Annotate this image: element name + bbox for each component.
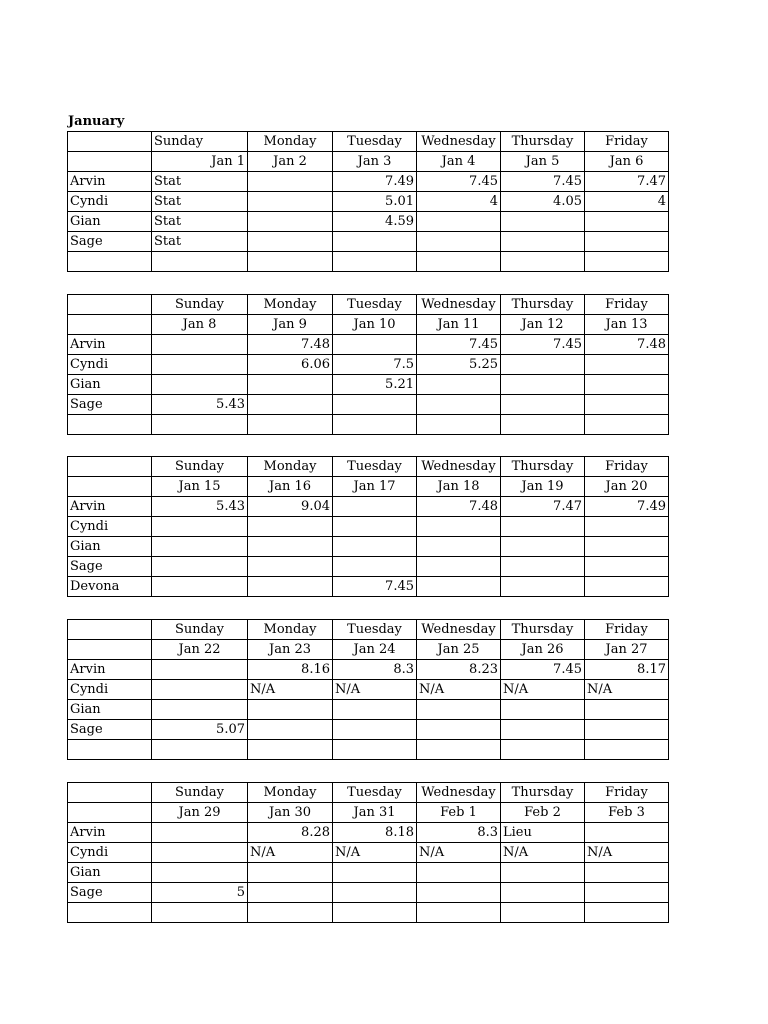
hours-cell [152,843,248,863]
date-header-row [68,803,669,823]
hours-cell: 5.07 [152,720,248,740]
week-table [67,456,669,597]
hours-cell: Stat [152,192,248,212]
employee-name: Arvin [68,823,152,843]
employee-name: Cyndi [68,517,152,537]
employee-name: Arvin [68,172,152,192]
hours-cell [417,252,501,272]
hours-cell [417,577,501,597]
hours-cell: N/A [501,843,585,863]
hours-cell [152,863,248,883]
hours-cell [501,557,585,577]
employee-name: Sage [68,883,152,903]
hours-cell [585,863,669,883]
hours-cell: 7.45 [501,660,585,680]
hours-cell: Stat [152,172,248,192]
date-header: Jan 29 [152,803,248,823]
employee-row [68,843,669,863]
week-table [67,782,669,923]
hours-cell: 8.3 [333,660,417,680]
day-header: Wednesday [417,295,501,315]
date-header: Feb 2 [501,803,585,823]
page-title: January [68,114,125,129]
hours-cell: 5.25 [417,355,501,375]
employee-name: Gian [68,375,152,395]
hours-cell [501,577,585,597]
hours-cell [501,863,585,883]
day-header: Tuesday [333,620,417,640]
employee-row [68,863,669,883]
hours-cell [248,577,333,597]
day-header: Sunday [152,620,248,640]
hours-cell [248,557,333,577]
employee-row [68,660,669,680]
employee-name [68,903,152,923]
employee-name: Gian [68,212,152,232]
date-header: Jan 2 [248,152,333,172]
hours-cell: Stat [152,232,248,252]
hours-cell [152,415,248,435]
hours-cell: 4.05 [501,192,585,212]
hours-cell [417,537,501,557]
hours-cell: 8.3 [417,823,501,843]
employee-name: Cyndi [68,355,152,375]
day-header: Thursday [501,783,585,803]
hours-cell [248,517,333,537]
date-header: Jan 25 [417,640,501,660]
hours-cell: 8.18 [333,823,417,843]
day-header: Sunday [152,783,248,803]
hours-cell [417,903,501,923]
corner-cell [68,457,152,477]
hours-cell [585,252,669,272]
date-header: Jan 6 [585,152,669,172]
hours-cell: 5 [152,883,248,903]
day-header: Sunday [152,295,248,315]
hours-cell [248,863,333,883]
hours-cell [333,903,417,923]
hours-cell [585,212,669,232]
employee-name: Cyndi [68,843,152,863]
date-header: Jan 10 [333,315,417,335]
hours-cell: 7.48 [585,335,669,355]
employee-row [68,232,669,252]
employee-name: Sage [68,557,152,577]
date-header: Jan 26 [501,640,585,660]
hours-cell: Lieu [501,823,585,843]
day-header: Tuesday [333,457,417,477]
hours-cell [152,823,248,843]
hours-cell [501,232,585,252]
employee-row [68,823,669,843]
hours-cell [585,903,669,923]
employee-name: Arvin [68,660,152,680]
employee-row [68,557,669,577]
hours-cell [585,823,669,843]
day-header-row [68,132,669,152]
day-header: Monday [248,783,333,803]
date-header: Jan 27 [585,640,669,660]
hours-cell [152,680,248,700]
hours-cell [501,720,585,740]
employee-name: Sage [68,232,152,252]
hours-cell: 7.49 [585,497,669,517]
hours-cell: 7.45 [501,335,585,355]
date-header: Jan 5 [501,152,585,172]
hours-cell [248,700,333,720]
hours-cell: 7.45 [417,335,501,355]
hours-cell [501,883,585,903]
employee-row [68,497,669,517]
hours-cell: 7.48 [248,335,333,355]
employee-row [68,192,669,212]
hours-cell [333,883,417,903]
hours-cell [585,720,669,740]
hours-cell [585,883,669,903]
day-header: Friday [585,132,669,152]
date-header: Jan 1 [152,152,248,172]
day-header-row [68,457,669,477]
day-header: Wednesday [417,457,501,477]
corner-cell [68,315,152,335]
employee-row [68,335,669,355]
corner-cell [68,783,152,803]
employee-row [68,375,669,395]
employee-row [68,883,669,903]
hours-cell [417,232,501,252]
day-header: Sunday [152,457,248,477]
hours-cell: 8.16 [248,660,333,680]
date-header: Jan 9 [248,315,333,335]
hours-cell: 5.43 [152,395,248,415]
day-header: Tuesday [333,783,417,803]
day-header: Thursday [501,295,585,315]
hours-cell: 7.5 [333,355,417,375]
day-header: Thursday [501,620,585,640]
date-header: Jan 20 [585,477,669,497]
hours-cell [501,252,585,272]
day-header: Monday [248,620,333,640]
hours-cell [152,557,248,577]
hours-cell: 7.45 [501,172,585,192]
date-header: Feb 1 [417,803,501,823]
employee-name: Arvin [68,335,152,355]
date-header: Jan 15 [152,477,248,497]
hours-cell [417,740,501,760]
hours-cell [417,883,501,903]
day-header: Thursday [501,132,585,152]
hours-cell [333,415,417,435]
hours-cell [585,517,669,537]
employee-name [68,415,152,435]
hours-cell [417,700,501,720]
hours-cell [248,903,333,923]
hours-cell: 7.48 [417,497,501,517]
hours-cell [248,375,333,395]
hours-cell [501,517,585,537]
hours-cell [333,497,417,517]
hours-cell [248,192,333,212]
week-table [67,619,669,760]
hours-cell [152,375,248,395]
hours-cell [585,700,669,720]
hours-cell [501,212,585,232]
hours-cell [248,172,333,192]
week-table [67,294,669,435]
hours-cell [585,415,669,435]
hours-cell [501,355,585,375]
employee-name: Gian [68,863,152,883]
hours-cell: 8.28 [248,823,333,843]
hours-cell: N/A [333,843,417,863]
hours-cell [501,375,585,395]
hours-cell: 5.43 [152,497,248,517]
date-header: Jan 17 [333,477,417,497]
day-header: Monday [248,132,333,152]
date-header: Feb 3 [585,803,669,823]
day-header: Friday [585,295,669,315]
corner-cell [68,803,152,823]
hours-cell [152,700,248,720]
hours-cell [417,720,501,740]
employee-name: Gian [68,537,152,557]
date-header: Jan 11 [417,315,501,335]
employee-row [68,903,669,923]
corner-cell [68,640,152,660]
hours-cell: N/A [333,680,417,700]
hours-cell: 7.45 [417,172,501,192]
corner-cell [68,295,152,315]
hours-cell [152,252,248,272]
employee-row [68,212,669,232]
hours-cell [333,557,417,577]
hours-cell [152,577,248,597]
hours-cell: N/A [248,843,333,863]
hours-cell [248,883,333,903]
hours-cell [585,375,669,395]
date-header: Jan 12 [501,315,585,335]
hours-cell [152,903,248,923]
hours-cell: 7.47 [585,172,669,192]
employee-row [68,252,669,272]
date-header: Jan 18 [417,477,501,497]
employee-row [68,700,669,720]
hours-cell [333,863,417,883]
corner-cell [68,477,152,497]
hours-cell: 7.45 [333,577,417,597]
hours-cell: 5.01 [333,192,417,212]
day-header: Thursday [501,457,585,477]
hours-cell: 4.59 [333,212,417,232]
hours-cell [417,415,501,435]
hours-cell: 5.21 [333,375,417,395]
date-header: Jan 8 [152,315,248,335]
employee-row [68,537,669,557]
hours-cell [333,335,417,355]
hours-cell [585,355,669,375]
hours-cell: 6.06 [248,355,333,375]
hours-cell [248,415,333,435]
date-header: Jan 22 [152,640,248,660]
employee-row [68,415,669,435]
hours-cell [417,212,501,232]
employee-name [68,252,152,272]
hours-cell [152,740,248,760]
hours-cell [152,660,248,680]
hours-cell [333,720,417,740]
hours-cell: N/A [248,680,333,700]
hours-cell [585,557,669,577]
hours-cell [585,537,669,557]
day-header-row [68,783,669,803]
hours-cell: 8.23 [417,660,501,680]
hours-cell [248,537,333,557]
hours-cell [585,232,669,252]
hours-cell: Stat [152,212,248,232]
employee-name: Gian [68,700,152,720]
employee-row [68,172,669,192]
employee-name [68,740,152,760]
day-header: Friday [585,457,669,477]
date-header: Jan 30 [248,803,333,823]
hours-cell [152,335,248,355]
hours-cell [333,232,417,252]
employee-name: Cyndi [68,680,152,700]
hours-cell [585,395,669,415]
date-header-row [68,640,669,660]
hours-cell [248,395,333,415]
day-header-row [68,620,669,640]
employee-row [68,517,669,537]
date-header: Jan 24 [333,640,417,660]
hours-cell [152,517,248,537]
employee-row [68,720,669,740]
hours-cell: 4 [585,192,669,212]
hours-cell [152,537,248,557]
employee-row [68,577,669,597]
employee-row [68,740,669,760]
hours-cell [501,415,585,435]
corner-cell [68,620,152,640]
hours-cell [501,700,585,720]
day-header: Monday [248,295,333,315]
hours-cell [501,903,585,923]
date-header: Jan 16 [248,477,333,497]
hours-cell [501,395,585,415]
hours-cell [248,232,333,252]
hours-cell: 9.04 [248,497,333,517]
hours-cell: 8.17 [585,660,669,680]
hours-cell: N/A [501,680,585,700]
day-header: Tuesday [333,132,417,152]
date-header: Jan 19 [501,477,585,497]
date-header: Jan 23 [248,640,333,660]
date-header: Jan 31 [333,803,417,823]
employee-row [68,355,669,375]
corner-cell [68,152,152,172]
employee-name: Arvin [68,497,152,517]
day-header: Tuesday [333,295,417,315]
hours-cell [417,517,501,537]
hours-cell [248,252,333,272]
employee-name: Cyndi [68,192,152,212]
day-header: Wednesday [417,783,501,803]
hours-cell [248,212,333,232]
week-table [67,131,669,272]
hours-cell [248,740,333,760]
employee-row [68,395,669,415]
hours-cell [501,537,585,557]
hours-cell [417,863,501,883]
hours-cell: 7.49 [333,172,417,192]
hours-cell [333,252,417,272]
date-header: Jan 3 [333,152,417,172]
employee-row [68,680,669,700]
hours-cell [248,720,333,740]
hours-cell: N/A [585,843,669,863]
employee-name: Devona [68,577,152,597]
employee-name: Sage [68,395,152,415]
hours-cell [585,740,669,760]
hours-cell [417,375,501,395]
hours-cell [152,355,248,375]
hours-cell [333,395,417,415]
day-header: Wednesday [417,620,501,640]
date-header-row [68,152,669,172]
day-header: Monday [248,457,333,477]
day-header: Friday [585,783,669,803]
hours-cell: 7.47 [501,497,585,517]
day-header-row [68,295,669,315]
date-header-row [68,315,669,335]
hours-cell [333,740,417,760]
hours-cell [417,395,501,415]
date-header-row [68,477,669,497]
hours-cell: N/A [417,680,501,700]
hours-cell [333,700,417,720]
day-header: Friday [585,620,669,640]
day-header: Wednesday [417,132,501,152]
date-header: Jan 4 [417,152,501,172]
corner-cell [68,132,152,152]
hours-cell [501,740,585,760]
date-header: Jan 13 [585,315,669,335]
hours-cell: N/A [417,843,501,863]
hours-cell [585,577,669,597]
hours-cell [333,537,417,557]
hours-cell: 4 [417,192,501,212]
hours-cell [333,517,417,537]
hours-cell [417,557,501,577]
day-header: Sunday [152,132,248,152]
employee-name: Sage [68,720,152,740]
hours-cell: N/A [585,680,669,700]
